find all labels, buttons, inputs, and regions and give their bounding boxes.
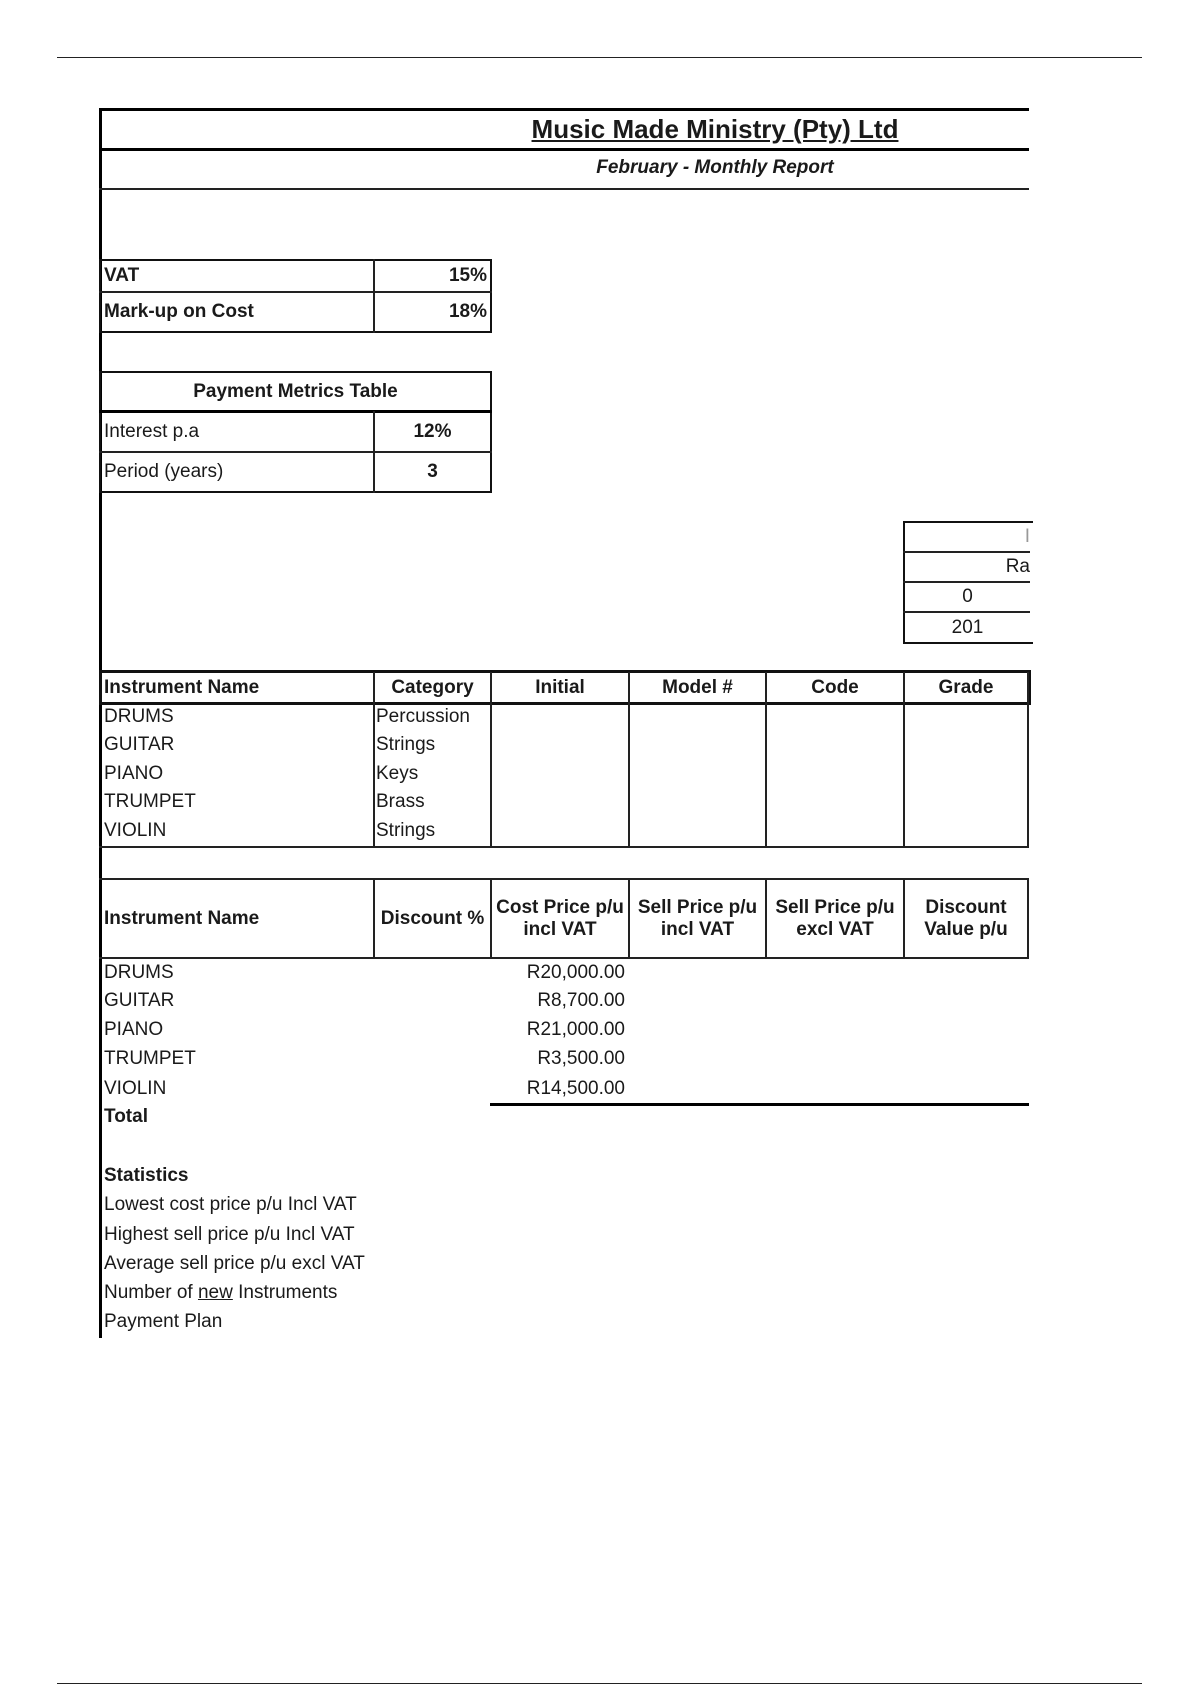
price-row-4-cost: R3,500.00 (537, 1047, 625, 1069)
price-header-sell-incl-line2: incl VAT (660, 918, 735, 940)
price-row-3-cost: R21,000.00 (526, 1018, 625, 1040)
price-header-name: Instrument Name (104, 907, 260, 929)
instrument-row-1-name: DRUMS (104, 706, 174, 727)
instrument-header-category: Category (391, 677, 474, 698)
report-subtitle-text: February - Monthly Report (596, 157, 834, 178)
stat-number-prefix: Number of (104, 1281, 193, 1303)
markup-value[interactable]: 18% (448, 301, 487, 322)
price-header-cost-line1: Cost Price p/u (496, 896, 624, 918)
interest-value[interactable]: 12% (413, 421, 452, 442)
payment-metrics-title: Payment Metrics Table (193, 380, 398, 402)
instrument-header-name: Instrument Name (104, 677, 260, 698)
statistics-title: Statistics (104, 1164, 189, 1186)
instrument-row-5-name: VIOLIN (104, 820, 167, 841)
price-row-1-name: DRUMS (104, 961, 174, 983)
price-row-4-name: TRUMPET (104, 1047, 196, 1069)
instrument-header-initial: Initial (535, 677, 585, 698)
subtitle-bottom-border (99, 188, 1029, 190)
instrument-table-bottom (99, 846, 1029, 848)
price-header-sell-excl (767, 880, 903, 957)
price-row-5-name: VIOLIN (104, 1077, 167, 1099)
company-title-text: Music Made Ministry (Pty) Ltd (531, 113, 899, 144)
stat-number-new (101, 1278, 421, 1307)
markup-label: Mark-up on Cost (104, 301, 254, 322)
instrument-header-grade: Grade (938, 677, 994, 698)
price-total-rule (490, 1103, 1029, 1106)
instrument-row-4-name: TRUMPET (104, 791, 196, 812)
price-row-1-cost: R20,000.00 (526, 961, 625, 983)
side-table-row-2: Ra (1005, 556, 1030, 577)
price-header-discount-value (905, 880, 1027, 957)
price-row-2-name: GUITAR (104, 989, 175, 1011)
instrument-row-5-category: Strings (376, 820, 436, 841)
instrument-row-3-category: Keys (376, 763, 419, 784)
instrument-header-model: Model # (662, 677, 733, 698)
price-header-sell-excl-line2: excl VAT (796, 918, 874, 940)
price-header-discount: Discount % (380, 907, 485, 929)
vat-value[interactable]: 15% (448, 265, 487, 286)
page-bottom-rule (57, 1683, 1142, 1684)
instrument-col-div-6 (1027, 672, 1029, 848)
company-title (440, 110, 990, 148)
price-row-2-cost: R8,700.00 (537, 989, 625, 1011)
price-col-div-6 (1027, 878, 1029, 958)
price-row-3-name: PIANO (104, 1018, 164, 1040)
instrument-row-1-category: Percussion (376, 706, 470, 727)
instrument-row-4-category: Brass (376, 791, 425, 812)
period-label: Period (years) (104, 461, 224, 482)
stat-lowest-cost: Lowest cost price p/u Incl VAT (104, 1193, 357, 1215)
stat-number-new-word: new (197, 1281, 233, 1303)
price-row-5-cost: R14,500.00 (526, 1077, 625, 1099)
side-table-row-4: 201 (951, 616, 984, 638)
side-table-row-3: 0 (962, 586, 973, 607)
price-header-sell-excl-line1: Sell Price p/u (775, 896, 895, 918)
side-table-row-1: I (1024, 526, 1030, 547)
stat-highest-sell: Highest sell price p/u Incl VAT (104, 1223, 355, 1245)
price-header-discount-value-line2: Value p/u (924, 918, 1008, 940)
instrument-header-code: Code (811, 677, 859, 698)
price-header-sell-incl-line1: Sell Price p/u (637, 896, 758, 918)
price-total-label: Total (104, 1106, 148, 1127)
instrument-row-2-category: Strings (376, 734, 436, 755)
price-header-discount-value-line1: Discount (925, 896, 1007, 918)
stat-payment-plan: Payment Plan (104, 1310, 223, 1332)
stat-average-sell: Average sell price p/u excl VAT (104, 1252, 365, 1274)
price-header-cost-line2: incl VAT (523, 918, 597, 940)
interest-label: Interest p.a (104, 421, 200, 442)
price-header-sell-incl (630, 880, 765, 957)
report-subtitle (440, 150, 990, 186)
stat-number-suffix: Instruments (238, 1281, 338, 1303)
page-top-rule (57, 57, 1142, 58)
instrument-row-2-name: GUITAR (104, 734, 175, 755)
instrument-row-3-name: PIANO (104, 763, 164, 784)
period-value[interactable]: 3 (427, 461, 438, 482)
vat-label: VAT (104, 265, 140, 286)
price-header-cost (492, 880, 628, 957)
